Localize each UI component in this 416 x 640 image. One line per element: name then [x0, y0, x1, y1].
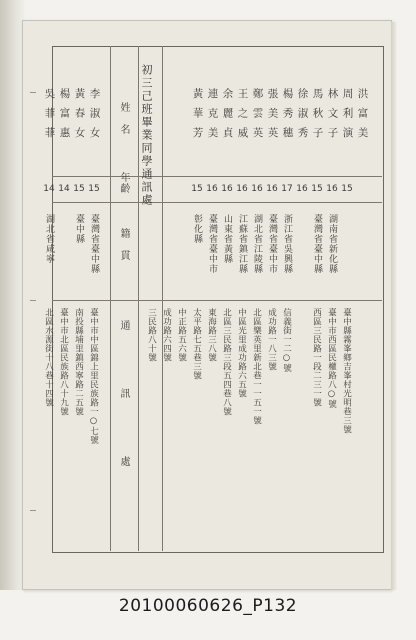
student-name: 楊富惠	[58, 88, 71, 147]
header-age: 年齡	[118, 172, 129, 194]
student-origin: 臺灣省臺中市	[267, 214, 277, 274]
student-address: 成功路六四號	[161, 308, 172, 362]
student-name: 連克美	[206, 88, 219, 147]
student-origin: 臺中縣	[74, 214, 84, 244]
student-age: 15	[341, 184, 353, 194]
student-name: 王之威	[236, 88, 249, 147]
stitch-mark	[30, 92, 36, 96]
student-name: 楊秀穗	[281, 88, 294, 147]
student-address: 信義街一二○號	[281, 308, 292, 373]
student-name: 吳菲菲	[43, 88, 56, 147]
student-name: 黃春女	[73, 88, 86, 147]
student-name: 李淑女	[88, 88, 101, 147]
student-origin: 臺灣省臺中市	[207, 214, 217, 274]
student-origin: 彰化縣	[192, 214, 202, 244]
student-age: 14	[58, 184, 70, 194]
divider-age-origin	[52, 202, 382, 203]
stitch-mark	[30, 300, 36, 304]
student-age: 15	[73, 184, 85, 194]
student-address: 成功路一八三號	[266, 308, 277, 371]
student-name: 林文子	[326, 88, 339, 147]
student-address: 臺中縣霧峯鄉吉峯村光明巷三號	[341, 308, 352, 434]
student-age: 14	[43, 184, 55, 194]
student-age: 16	[206, 184, 218, 194]
divider-header-right	[138, 46, 139, 551]
student-origin: 臺灣省臺中縣	[89, 214, 99, 274]
student-age: 16	[266, 184, 278, 194]
student-address: 臺中市北區民族路八十九號	[58, 308, 69, 416]
student-name: 余麗貞	[221, 88, 234, 147]
divider-origin-address	[52, 300, 382, 301]
student-age: 15	[311, 184, 323, 194]
student-name: 徐淑秀	[296, 88, 309, 147]
student-address: 中區光里成功路六五號	[236, 308, 247, 398]
document-title: 初三己班畢業同學通訊處	[140, 64, 153, 207]
student-name: 周利演	[341, 88, 354, 147]
student-age: 16	[236, 184, 248, 194]
student-name: 馬秋子	[311, 88, 324, 147]
student-address: 北區水源街十八巷十四號	[43, 308, 54, 407]
student-origin: 山東省黃縣	[222, 214, 232, 264]
student-address: 北區三民路三段五四巷八號	[221, 308, 232, 416]
student-age: 17	[281, 184, 293, 194]
student-name: 黃華芳	[191, 88, 204, 147]
student-age: 16	[296, 184, 308, 194]
header-name: 姓 名	[118, 102, 129, 135]
header-address: 通 訊 處	[118, 320, 129, 490]
student-origin: 江蘇省鎮江縣	[237, 214, 247, 274]
student-age: 15	[88, 184, 100, 194]
student-address: 太平路七五巷三號	[191, 308, 202, 380]
image-caption: 20100060626_P132	[118, 596, 298, 616]
stitch-mark	[30, 510, 36, 514]
student-age: 16	[326, 184, 338, 194]
student-address: 東海路三八號	[206, 308, 217, 362]
student-address: 臺中市西區民權路八○號	[326, 308, 337, 409]
student-address: 南投縣埔里鎮西寧路二五號	[73, 308, 84, 416]
student-origin: 湖北省咸寧	[44, 214, 54, 264]
page-edge	[391, 22, 397, 590]
student-address: 西區三民路一段二三一號	[311, 308, 322, 407]
student-origin: 湖南省新化縣	[327, 214, 337, 274]
student-address: 臺中市中區錦上里民族路一○七號	[88, 308, 99, 445]
student-address: 三民路八十號	[146, 308, 157, 362]
student-origin: 湖北省江陵縣	[252, 214, 262, 274]
student-address: 中正路五六號	[176, 308, 187, 362]
student-name: 洪富美	[356, 88, 369, 147]
student-name: 張美英	[266, 88, 279, 147]
header-origin: 籍 貫	[118, 228, 129, 261]
student-age: 16	[221, 184, 233, 194]
divider-title-right	[162, 46, 163, 551]
student-name: 鄭雲英	[251, 88, 264, 147]
divider-name-age	[52, 176, 382, 177]
student-origin: 浙江省吳興縣	[282, 214, 292, 274]
student-origin: 臺灣省臺中縣	[312, 214, 322, 274]
student-address: 北區樂英里新北巷一一五一號	[251, 308, 262, 425]
divider-header-left	[110, 46, 111, 551]
student-age: 16	[251, 184, 263, 194]
student-age: 15	[191, 184, 203, 194]
